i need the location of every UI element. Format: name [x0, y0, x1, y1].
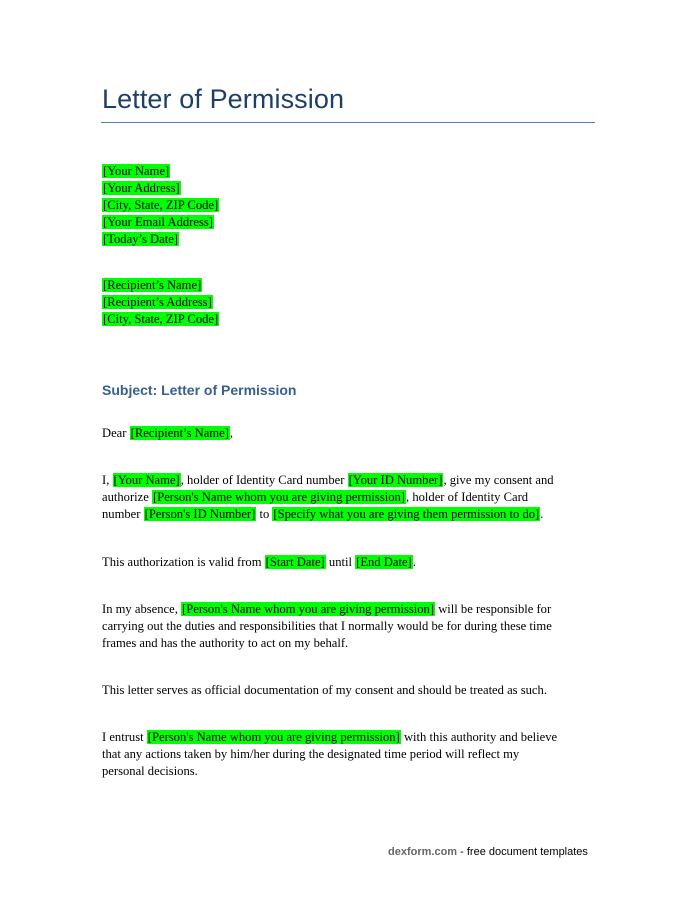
sender-name-field: [Your Name] — [103, 164, 170, 178]
recipient-block — [102, 277, 219, 328]
entrust-paragraph: I entrust [Person's Name whom you are giving permission] with this authority and believe that any actions taken by him/her during the designated time period will reflect my personal decisions. — [102, 730, 558, 778]
your-id-field: [Your ID Number] — [348, 473, 443, 487]
recipient-city-field: [City, State, ZIP Code] — [103, 312, 219, 326]
consent-paragraph: I, [Your Name], holder of Identity Card number [Your ID Number], give my consent and authorize [Person's Name whom you are giving permission], holder of Identity Card number [Person's ID Number] to [Specify what you are giving them permission to do]. — [102, 473, 554, 521]
person-name-field-3: [Person's Name whom you are giving permission] — [147, 730, 400, 744]
title-divider — [101, 122, 595, 123]
person-id-field: [Person's ID Number] — [144, 507, 256, 521]
document-title: Letter of Permission — [102, 84, 345, 114]
salutation-recipient-field: [Recipient’s Name] — [130, 426, 229, 440]
subject-heading: Subject: Letter of Permission — [102, 382, 297, 398]
sender-address-field: [Your Address] — [103, 181, 180, 195]
validity-paragraph: This authorization is valid from [Start Date] until [End Date]. — [102, 555, 416, 569]
salutation: Dear [Recipient’s Name], — [102, 426, 234, 440]
sender-date-field: [Today’s Date] — [103, 232, 179, 246]
permission-scope-field: [Specify what you are giving them permission to do] — [273, 507, 540, 521]
sender-block — [102, 163, 219, 248]
start-date-field: [Start Date] — [265, 555, 325, 569]
person-name-field: [Person's Name whom you are giving permission] — [153, 490, 406, 504]
sender-email-field: [Your Email Address] — [103, 215, 213, 229]
person-name-field-2: [Person's Name whom you are giving permission] — [182, 602, 435, 616]
your-name-field: [Your Name] — [113, 473, 180, 487]
footer-brand: dexform.com — [388, 846, 458, 858]
footer — [388, 846, 588, 858]
end-date-field: [End Date] — [356, 555, 412, 569]
recipient-address-field: [Recipient’s Address] — [103, 295, 212, 309]
sender-city-field: [City, State, ZIP Code] — [103, 198, 219, 212]
absence-paragraph: In my absence, [Person's Name whom you are giving permission] will be responsible for carrying out the duties and responsibilities that I normally would be for during these time frames and has the authority to act on my behalf. — [102, 602, 552, 650]
recipient-name-field: [Recipient’s Name] — [103, 278, 202, 292]
footer-text: - free document templates — [457, 846, 588, 858]
documentation-paragraph: This letter serves as official documentation of my consent and should be treated as such. — [102, 683, 547, 697]
